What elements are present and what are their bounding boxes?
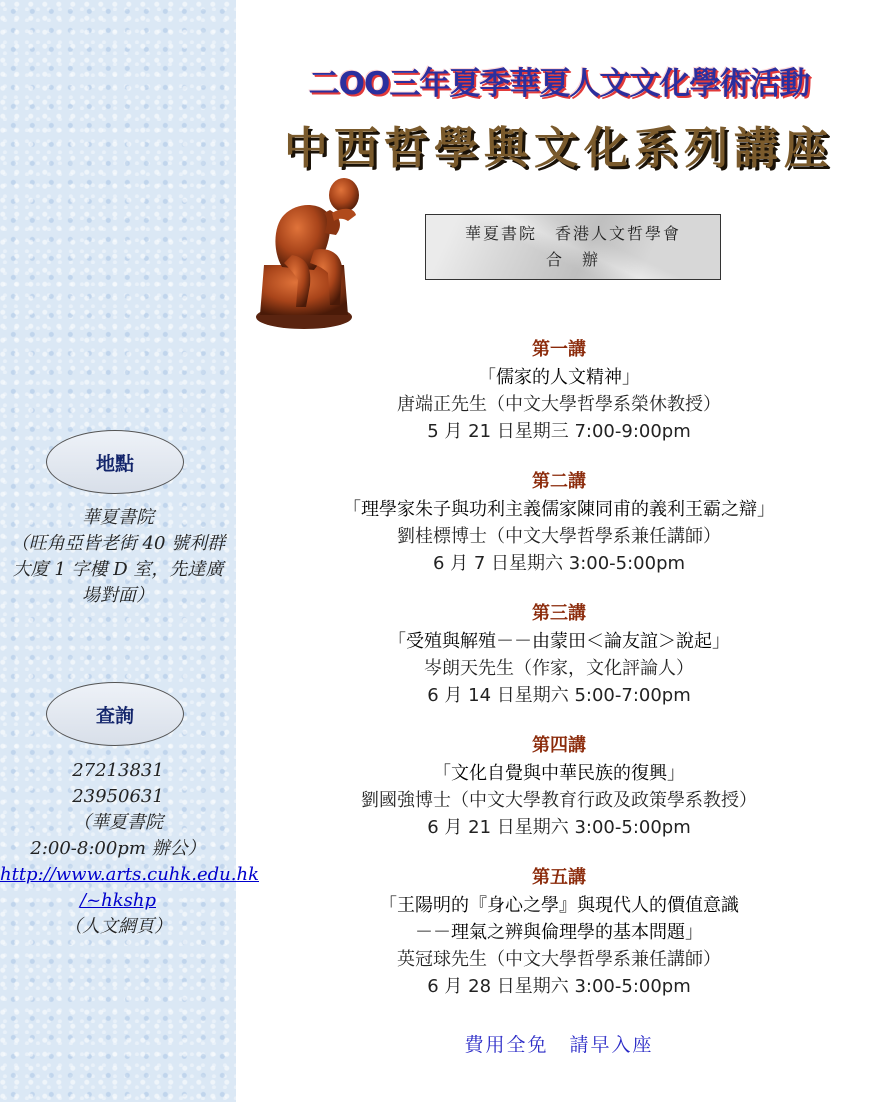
enquiry-label: 查詢 <box>95 704 134 727</box>
sidebar <box>0 0 259 1102</box>
office-name: （華夏書院 <box>73 812 163 833</box>
venue-label: 地點 <box>95 452 134 475</box>
lecture-time: 6 月 14 日星期六 5:00-7:00pm <box>427 685 691 706</box>
admission-note: 費用全免 請早入座 <box>464 1034 654 1056</box>
lecture-speaker: 岑朗天先生（作家，文化評論人） <box>424 658 694 679</box>
lecture-speaker: 劉桂標博士（中文大學哲學系兼任講師） <box>397 526 721 547</box>
venue-line: （旺角亞皆老街 40 號利群 <box>10 533 226 554</box>
series-title: 中西哲學與文化系列講座 <box>284 123 834 174</box>
phone-number: 27213831 <box>72 760 164 781</box>
lecture-list <box>236 336 882 1023</box>
lecture-speaker: 唐端正先生（中文大學哲學系榮休教授） <box>397 394 721 415</box>
lecture-4 <box>236 732 882 841</box>
lecture-time: 6 月 21 日星期六 3:00-5:00pm <box>427 817 691 838</box>
event-title: 二OO三年夏季華夏人文文化學術活動 <box>308 66 810 102</box>
venue-line: 大廈 1 字樓 D 室，先達廣 <box>12 559 224 580</box>
lecture-title: 「理學家朱子與功利主義儒家陳同甫的義利王霸之辯」 <box>343 499 775 520</box>
co-organize-label: 合 辦 <box>545 250 600 269</box>
lecture-title: 「受殖與解殖－－由蒙田＜論友誼＞說起」 <box>388 631 730 652</box>
enquiry-badge <box>46 682 184 746</box>
lecture-number: 第三講 <box>532 603 586 624</box>
organizer-box <box>425 214 721 280</box>
lecture-time: 6 月 28 日星期六 3:00-5:00pm <box>427 976 691 997</box>
venue-line: 場對面） <box>82 585 154 606</box>
lecture-number: 第一講 <box>532 339 586 360</box>
website-link-line2[interactable]: /~hkshp <box>80 890 156 911</box>
venue-address <box>0 505 236 609</box>
lecture-number: 第四講 <box>532 735 586 756</box>
venue-line: 華夏書院 <box>82 507 154 528</box>
office-hours: 2:00-8:00pm 辦公） <box>30 838 206 859</box>
lecture-speaker: 英冠球先生（中文大學哲學系兼任講師） <box>397 949 721 970</box>
phone-number: 23950631 <box>72 786 164 807</box>
venue-badge <box>46 430 184 494</box>
enquiry-info <box>0 758 259 940</box>
website-link-line1[interactable]: http://www.arts.cuhk.edu.hk <box>0 864 259 885</box>
lecture-title: 「文化自覺與中華民族的復興」 <box>433 763 685 784</box>
lecture-5 <box>236 864 882 1000</box>
lecture-time: 6 月 7 日星期六 3:00-5:00pm <box>432 553 686 574</box>
lecture-number: 第二講 <box>532 471 586 492</box>
lecture-2 <box>236 468 882 577</box>
lecture-title: 「儒家的人文精神」 <box>478 367 640 388</box>
thinker-statue-icon <box>244 155 374 335</box>
lecture-3 <box>236 600 882 709</box>
website-note: （人文網頁） <box>64 916 172 937</box>
lecture-time: 5 月 21 日星期三 7:00-9:00pm <box>427 421 691 442</box>
lecture-subtitle: －－理氣之辨與倫理學的基本問題」 <box>415 922 703 943</box>
website-link[interactable] <box>0 862 259 914</box>
lecture-number: 第五講 <box>532 867 586 888</box>
lecture-title: 「王陽明的『身心之學』與現代人的價值意識 <box>379 895 739 916</box>
lecture-speaker: 劉國強博士（中文大學教育行政及政策學系教授） <box>361 790 757 811</box>
lecture-1 <box>236 336 882 445</box>
organizers-line: 華夏書院 香港人文哲學會 <box>464 224 681 243</box>
